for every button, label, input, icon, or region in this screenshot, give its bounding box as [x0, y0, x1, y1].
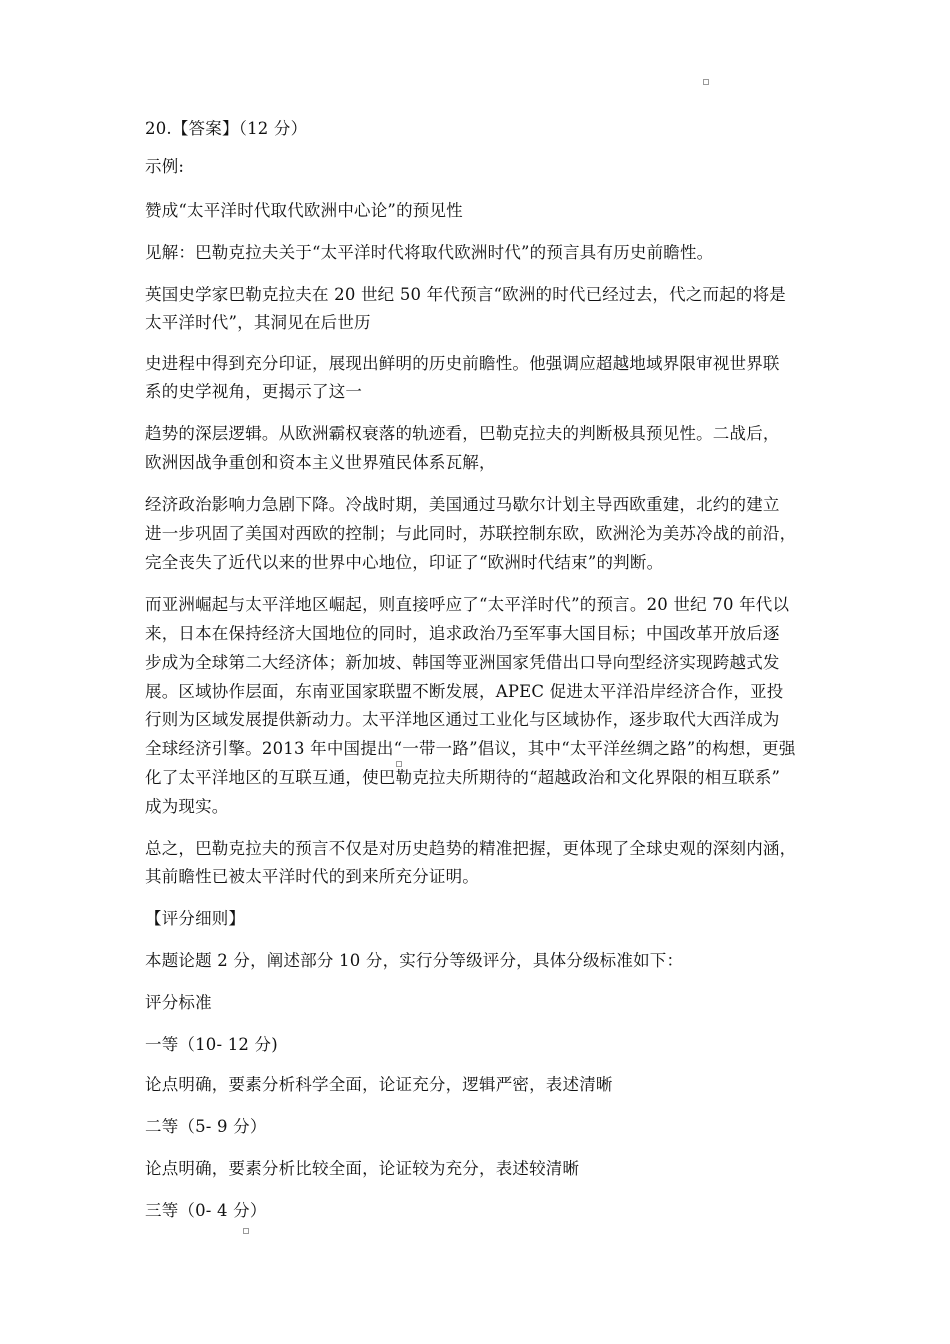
paragraph-4-line-1: 经济政治影响力急剧下降。冷战时期，美国通过马歇尔计划主导西欧重建，北约的建立 — [145, 495, 780, 514]
grade-1-criteria: 论点明确，要素分析科学全面，论证充分，逻辑严密，表述清晰 — [145, 1075, 613, 1094]
paragraph-3-line-2: 欧洲因战争重创和资本主义世界殖民体系瓦解， — [145, 453, 496, 472]
paragraph-5-line-7: 化了太平洋地区的互联互通，使巴勒克拉夫所期待的“超越政治和文化界限的相互联系” — [145, 768, 781, 787]
scoring-standard-label: 评分标准 — [145, 993, 212, 1012]
paragraph-5-line-6: 全球经济引擎。2013 年中国提出“一带一路”倡议，其中“太平洋丝绸之路”的构想，更强 — [145, 739, 796, 758]
paragraph-4-line-3: 完全丧失了近代以来的世界中心地位，印证了“欧洲时代结束”的判断。 — [145, 553, 664, 572]
grade-2-criteria: 论点明确，要素分析比较全面，论证较为充分，表述较清晰 — [145, 1159, 580, 1178]
answer-heading: 20.【答案】（12 分） — [145, 119, 308, 138]
grade-2-label: 二等（5- 9 分） — [145, 1117, 267, 1136]
paragraph-5-line-1: 而亚洲崛起与太平洋地区崛起，则直接呼应了“太平洋时代”的预言。20 世纪 70 年代以 — [145, 595, 790, 614]
paragraph-1-line-1: 英国史学家巴勒克拉夫在 20 世纪 50 年代预言“欧洲的时代已经过去，代之而起的将是 — [145, 285, 787, 304]
paragraph-5-line-8: 成为现实。 — [145, 797, 229, 816]
paragraph-5-line-5: 行则为区域发展提供新动力。太平洋地区通过工业化与区域协作，逐步取代大西洋成为 — [145, 710, 780, 729]
thesis-line: 赞成“太平洋时代取代欧洲中心论”的预见性 — [145, 201, 463, 220]
paragraph-5-line-3: 步成为全球第二大经济体；新加坡、韩国等亚洲国家凭借出口导向型经济实现跨越式发 — [145, 653, 780, 672]
paragraph-2-line-2: 系的史学视角，更揭示了这一 — [145, 382, 363, 401]
paragraph-1-line-2: 太平洋时代”，其洞见在后世历 — [145, 313, 371, 332]
scoring-intro: 本题论题 2 分，阐述部分 10 分，实行分等级评分，具体分级标准如下： — [145, 951, 684, 970]
paragraph-5-line-2: 来，日本在保持经济大国地位的同时，追求政治乃至军事大国目标；中国改革开放后逐 — [145, 624, 780, 643]
conclusion-line-1: 总之，巴勒克拉夫的预言不仅是对历史趋势的精准把握，更体现了全球史观的深刻内涵， — [145, 839, 797, 858]
bottom-mark-icon — [243, 1228, 249, 1234]
viewpoint-line: 见解：巴勒克拉夫关于“太平洋时代将取代欧洲时代”的预言具有历史前瞻性。 — [145, 243, 714, 262]
corner-mark-icon — [703, 79, 709, 85]
paragraph-2-line-1: 史进程中得到充分印证，展现出鲜明的历史前瞻性。他强调应超越地域界限审视世界联 — [145, 354, 780, 373]
paragraph-4-line-2: 进一步巩固了美国对西欧的控制；与此同时，苏联控制东欧，欧洲沦为美苏冷战的前沿， — [145, 524, 797, 543]
grade-3-label: 三等（0- 4 分） — [145, 1201, 267, 1220]
inline-mark-icon — [396, 761, 402, 767]
paragraph-3-line-1: 趋势的深层逻辑。从欧洲霸权衰落的轨迹看，巴勒克拉夫的判断极具预见性。二战后， — [145, 424, 780, 443]
paragraph-5-line-4: 展。区域协作层面，东南亚国家联盟不断发展，APEC 促进太平洋沿岸经济合作，亚投 — [145, 682, 784, 701]
grade-1-label: 一等（10- 12 分) — [145, 1035, 278, 1054]
example-label: 示例: — [145, 157, 185, 176]
conclusion-line-2: 其前瞻性已被太平洋时代的到来所充分证明。 — [145, 867, 479, 886]
scoring-rules-heading: 【评分细则】 — [145, 909, 246, 928]
